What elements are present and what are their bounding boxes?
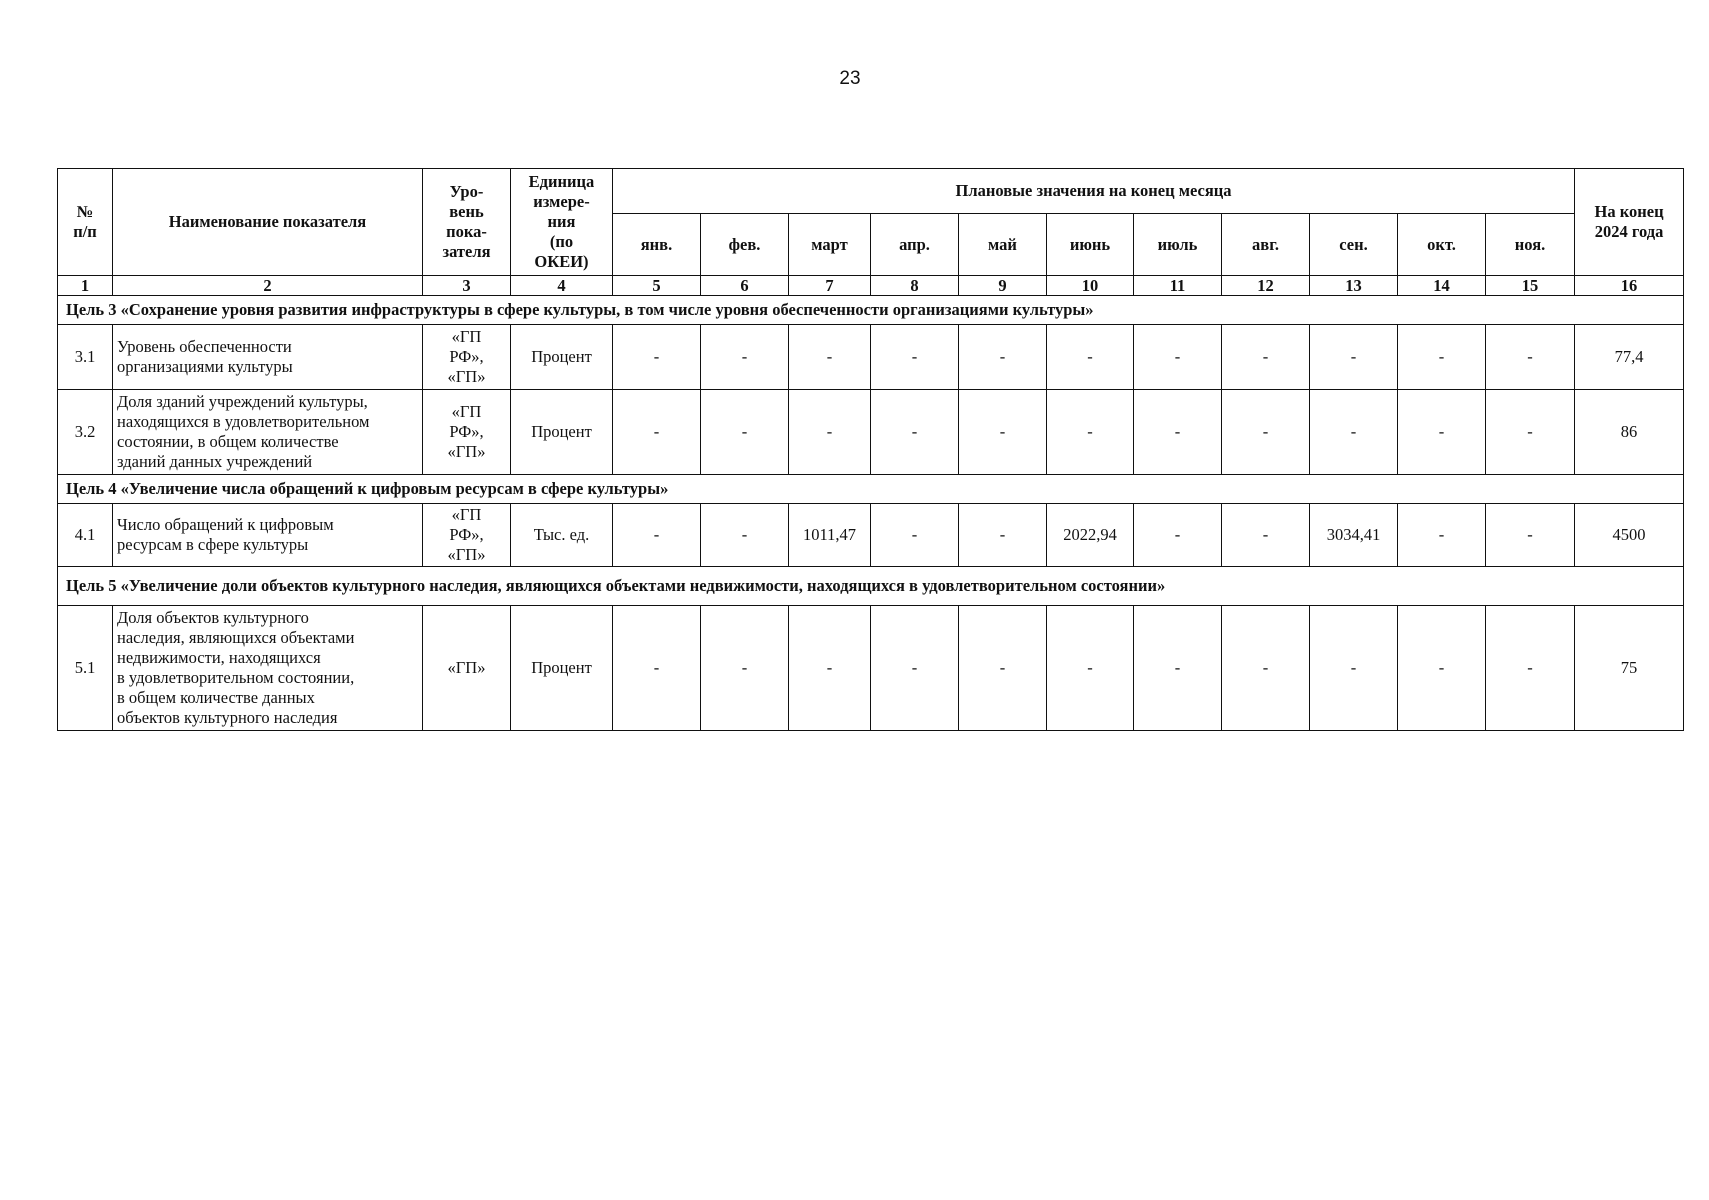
column-number: 11 [1134, 276, 1222, 296]
row-value: 2022,94 [1047, 504, 1134, 567]
row-value: - [959, 325, 1047, 390]
table-row [58, 504, 1684, 567]
row-value: - [1398, 325, 1486, 390]
row-value: - [1134, 504, 1222, 567]
row-value: - [1398, 606, 1486, 731]
row-year-end: 4500 [1575, 504, 1684, 567]
row-value: - [789, 606, 871, 731]
indicators-table [57, 168, 1684, 731]
goal-title: Цель 5 «Увеличение доли объектов культурного наследия, являющихся объектами недвижимости, находящихся в удовлетворительном состоянии» [58, 567, 1684, 606]
row-name: Число обращений к цифровым ресурсам в сфере культуры [113, 504, 423, 567]
column-number: 12 [1222, 276, 1310, 296]
goal-title: Цель 4 «Увеличение числа обращений к цифровым ресурсам в сфере культуры» [58, 475, 1684, 504]
row-unit: Тыс. ед. [511, 504, 613, 567]
row-level: «ГП РФ», «ГП» [423, 325, 511, 390]
page-number: 23 [839, 68, 861, 89]
row-value: - [701, 504, 789, 567]
header-month: сен. [1310, 214, 1398, 276]
column-number: 10 [1047, 276, 1134, 296]
goal-row [58, 567, 1684, 606]
row-value: - [1047, 606, 1134, 731]
row-value: - [701, 390, 789, 475]
column-number: 8 [871, 276, 959, 296]
row-value: - [1222, 390, 1310, 475]
column-number: 15 [1486, 276, 1575, 296]
row-value: - [1486, 325, 1575, 390]
row-value: - [1222, 606, 1310, 731]
row-num: 3.2 [58, 390, 113, 475]
row-value: - [701, 606, 789, 731]
row-name: Доля зданий учреждений культуры, находящихся в удовлетворительном состоянии, в общем количестве зданий данных учреждений [113, 390, 423, 475]
row-value: - [871, 390, 959, 475]
row-value: - [959, 606, 1047, 731]
row-value: - [1398, 504, 1486, 567]
row-value: 1011,47 [789, 504, 871, 567]
header-year-end: На конец 2024 года [1575, 169, 1684, 276]
header-row-top [58, 169, 1684, 214]
header-month: ноя. [1486, 214, 1575, 276]
row-level: «ГП» [423, 606, 511, 731]
column-number: 1 [58, 276, 113, 296]
row-value: - [613, 390, 701, 475]
row-value: - [1134, 606, 1222, 731]
row-value: - [1486, 606, 1575, 731]
goal-row [58, 296, 1684, 325]
column-number: 2 [113, 276, 423, 296]
header-num: № п/п [58, 169, 113, 276]
header-unit: Единица измере- ния (по ОКЕИ) [511, 169, 613, 276]
column-number: 5 [613, 276, 701, 296]
column-number: 7 [789, 276, 871, 296]
row-value: - [613, 606, 701, 731]
column-number: 16 [1575, 276, 1684, 296]
row-level: «ГП РФ», «ГП» [423, 504, 511, 567]
header-month: авг. [1222, 214, 1310, 276]
row-level: «ГП РФ», «ГП» [423, 390, 511, 475]
column-number: 13 [1310, 276, 1398, 296]
row-value: - [613, 504, 701, 567]
row-value: - [613, 325, 701, 390]
column-number: 3 [423, 276, 511, 296]
row-value: - [1310, 390, 1398, 475]
column-number: 4 [511, 276, 613, 296]
row-unit: Процент [511, 606, 613, 731]
header-month: май [959, 214, 1047, 276]
row-value: - [1222, 504, 1310, 567]
row-num: 3.1 [58, 325, 113, 390]
row-value: - [871, 325, 959, 390]
header-planned: Плановые значения на конец месяца [613, 169, 1575, 214]
header-month: июнь [1047, 214, 1134, 276]
goal-title: Цель 3 «Сохранение уровня развития инфраструктуры в сфере культуры, в том числе уровня обеспеченности организациями культуры» [58, 296, 1684, 325]
row-value: - [871, 504, 959, 567]
row-value: - [1398, 390, 1486, 475]
row-value: - [1047, 325, 1134, 390]
table-row [58, 606, 1684, 731]
row-value: - [1222, 325, 1310, 390]
header-month: июль [1134, 214, 1222, 276]
row-num: 5.1 [58, 606, 113, 731]
row-value: - [1134, 325, 1222, 390]
row-name: Уровень обеспеченности организациями культуры [113, 325, 423, 390]
row-value: - [959, 390, 1047, 475]
row-value: - [1134, 390, 1222, 475]
row-value: - [1486, 504, 1575, 567]
table-row [58, 390, 1684, 475]
row-value: - [701, 325, 789, 390]
header-month: фев. [701, 214, 789, 276]
header-month: янв. [613, 214, 701, 276]
column-number: 14 [1398, 276, 1486, 296]
header-month: март [789, 214, 871, 276]
table-row [58, 325, 1684, 390]
row-unit: Процент [511, 325, 613, 390]
row-year-end: 75 [1575, 606, 1684, 731]
column-number-row [58, 276, 1684, 296]
row-value: - [1486, 390, 1575, 475]
row-value: - [871, 606, 959, 731]
column-number: 6 [701, 276, 789, 296]
row-value: - [789, 325, 871, 390]
row-name: Доля объектов культурного наследия, являющихся объектами недвижимости, находящихся в удовлетворительном состоянии, в общем количестве данных объектов культурного наследия [113, 606, 423, 731]
row-year-end: 77,4 [1575, 325, 1684, 390]
row-unit: Процент [511, 390, 613, 475]
goal-row [58, 475, 1684, 504]
header-level: Уро- вень пока- зателя [423, 169, 511, 276]
row-value: - [789, 390, 871, 475]
row-value: - [959, 504, 1047, 567]
column-number: 9 [959, 276, 1047, 296]
row-year-end: 86 [1575, 390, 1684, 475]
row-value: - [1047, 390, 1134, 475]
row-num: 4.1 [58, 504, 113, 567]
header-name: Наименование показателя [113, 169, 423, 276]
header-month: окт. [1398, 214, 1486, 276]
row-value: - [1310, 325, 1398, 390]
row-value: 3034,41 [1310, 504, 1398, 567]
row-value: - [1310, 606, 1398, 731]
header-month: апр. [871, 214, 959, 276]
